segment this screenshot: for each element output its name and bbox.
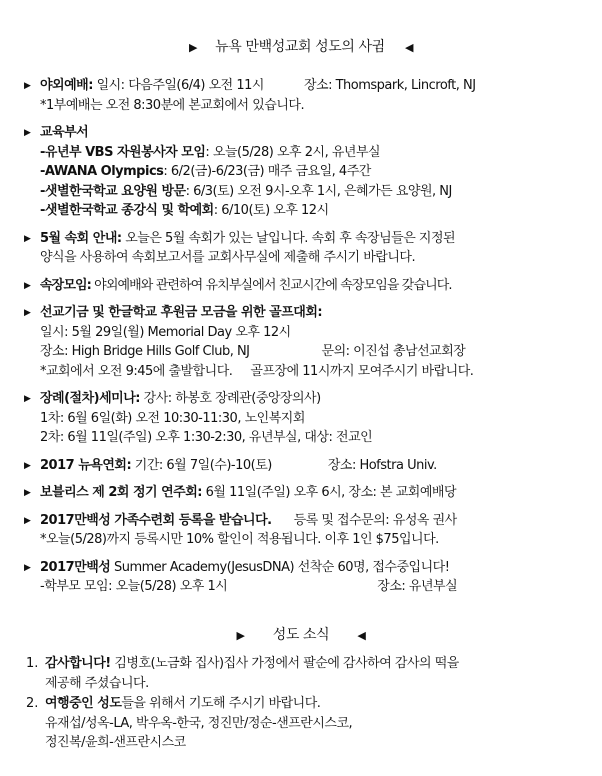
list-item [24,511,590,550]
sub-item-title: -샛별한국학교 요양원 방문 [40,183,186,199]
item-title: 여행중인 성도 [45,696,122,711]
item-text: 오늘은 5월 속회가 있는 날입니다. 속회 후 속장님들은 지정된 [121,230,456,246]
bullet-icon: ▶ [24,488,31,498]
list-item [24,389,590,448]
item-text: 일시: 다음주일(6/4) 오전 11시 [92,78,264,93]
item-contact: 문의: 이진섭 총남선교회장 [321,344,466,359]
left-triangle-icon: ◀ [357,629,366,642]
list-item [24,456,590,476]
sub-item-text: : 오늘(5/28) 오후 2시, 유년부실 [205,144,381,160]
item-meeting: -학부모 모임: 오늘(5/28) 오후 1시 [40,579,228,594]
bullet-icon: ▶ [24,128,31,138]
item-title: 2017 뉴욕연회: [40,457,132,473]
item-title: 선교기금 및 한글학교 후원금 모금을 위한 골프대회: [40,305,323,320]
item-text: 야외예배와 관련하여 유치부실에서 친교시간에 속장모임을 갖습니다. [90,277,452,293]
item-text: 6월 11일(주일) 오후 6시, 장소: 본 교회예배당 [202,485,457,500]
list-item [24,483,590,503]
bullet-icon: ▶ [24,308,31,318]
announcement-list [24,76,590,605]
item-contact: 등록 및 접수문의: 유성옥 권사 [293,512,457,528]
list-item [24,276,590,296]
bullet-icon: ▶ [24,562,31,573]
item-text: 들을 위해서 기도해 주시기 바랍니다. [121,696,321,711]
item-location: 장소: 유년부실 [377,579,458,594]
item-title: 2017만백성 [40,559,111,575]
item-title: 5월 속회 안내: [40,230,122,246]
left-triangle-icon: ◀ [404,41,413,54]
member-news-list [26,654,586,754]
list-item [24,558,590,597]
bullet-icon: ▶ [24,515,31,526]
section-header-fellowship [0,36,602,56]
item-date: 일시: 5월 29일(월) Memorial Day 오후 12시 [40,324,291,340]
list-item [26,654,586,693]
item-text-cont: 양식을 사용하여 속회보고서를 교회사무실에 제출해 주시기 바랍니다. [40,250,416,265]
item-note: *1부예배는 오전 8:30분에 본교회에서 있습니다. [40,97,305,113]
right-triangle-icon: ▶ [188,41,198,54]
item-text-cont: 제공해 주셨습니다. [45,675,149,691]
item-session-2: 2차: 6월 11일(주일) 오후 1:30-2:30, 유년부실, 대상: 전교인 [40,430,373,445]
list-item [26,694,586,753]
item-location: 장소: Hofstra Univ. [327,457,437,473]
traveler-list-2: 정진복/윤희-샌프란시스코 [45,735,186,750]
sub-item-title: -샛별한국학교 종강식 및 학예회 [40,203,214,218]
list-item [24,123,590,221]
right-triangle-icon: ▶ [236,629,245,642]
bullet-icon: ▶ [24,81,31,91]
bullet-icon: ▶ [24,394,31,404]
item-note: *오늘(5/28)까지 등록시만 10% 할인이 적용됩니다. 이후 1인 $75입니다. [40,532,439,547]
sub-item-text: : 6/10(토) 오후 12시 [213,203,329,218]
item-title: 교육부서 [40,125,89,140]
item-title: 장례(절차)세미나: [40,391,140,406]
bullet-icon: ▶ [24,460,31,471]
bullet-icon: ▶ [24,280,31,291]
sub-item-title: -AWANA Olympics [40,164,164,179]
section-title: 성도 소식 [272,627,330,643]
item-location: 장소: High Bridge Hills Golf Club, NJ [40,344,250,359]
item-number: 1. [26,656,39,671]
section-header-news [0,624,602,644]
list-item [24,303,590,381]
item-title: 감사합니다! [45,656,111,671]
item-location: 장소: Thomspark, Lincroft, NJ [303,78,476,93]
item-text: Summer Academy(JesusDNA) 선착순 60명, 접수중입니다! [110,559,450,575]
item-text: 김병호(노금화 집사)집사 가정에서 팔순에 감사하여 감사의 떡을 [110,656,459,671]
list-item [24,76,590,115]
item-text: 강사: 하봉호 장례관(중앙장의사) [140,391,321,406]
item-note: *교회에서 오전 9:45에 출발합니다. [40,363,233,379]
item-session-1: 1차: 6월 6일(화) 오전 10:30-11:30, 노인복지회 [40,410,305,426]
item-title: 야외예배: [40,78,93,93]
traveler-list-1: 유재섭/성옥-LA, 박우옥-한국, 정진만/정순-샌프란시스코, [45,715,353,731]
list-item [24,229,590,268]
section-title: 뉴욕 만백성교회 성도의 사귐 [215,39,385,55]
sub-item-text: : 6/2(금)-6/23(금) 매주 금요일, 4주간 [163,164,371,179]
item-note-tail: 골프장에 11시까지 모여주시기 바랍니다. [250,363,474,379]
bullet-icon: ▶ [24,233,31,244]
item-title: 보블리스 제 2회 정기 연주회: [40,485,202,500]
item-number: 2. [26,696,39,711]
item-text: 기간: 6월 7일(수)-10(토) [131,457,272,473]
sub-item-title: -유년부 VBS 자원봉사자 모임 [40,144,206,160]
sub-item-text: : 6/3(토) 오전 9시-오후 1시, 은혜가든 요양원, NJ [185,183,452,199]
item-title: 2017만백성 가족수련회 등록을 받습니다. [40,512,272,528]
item-title: 속장모임: [40,277,91,293]
